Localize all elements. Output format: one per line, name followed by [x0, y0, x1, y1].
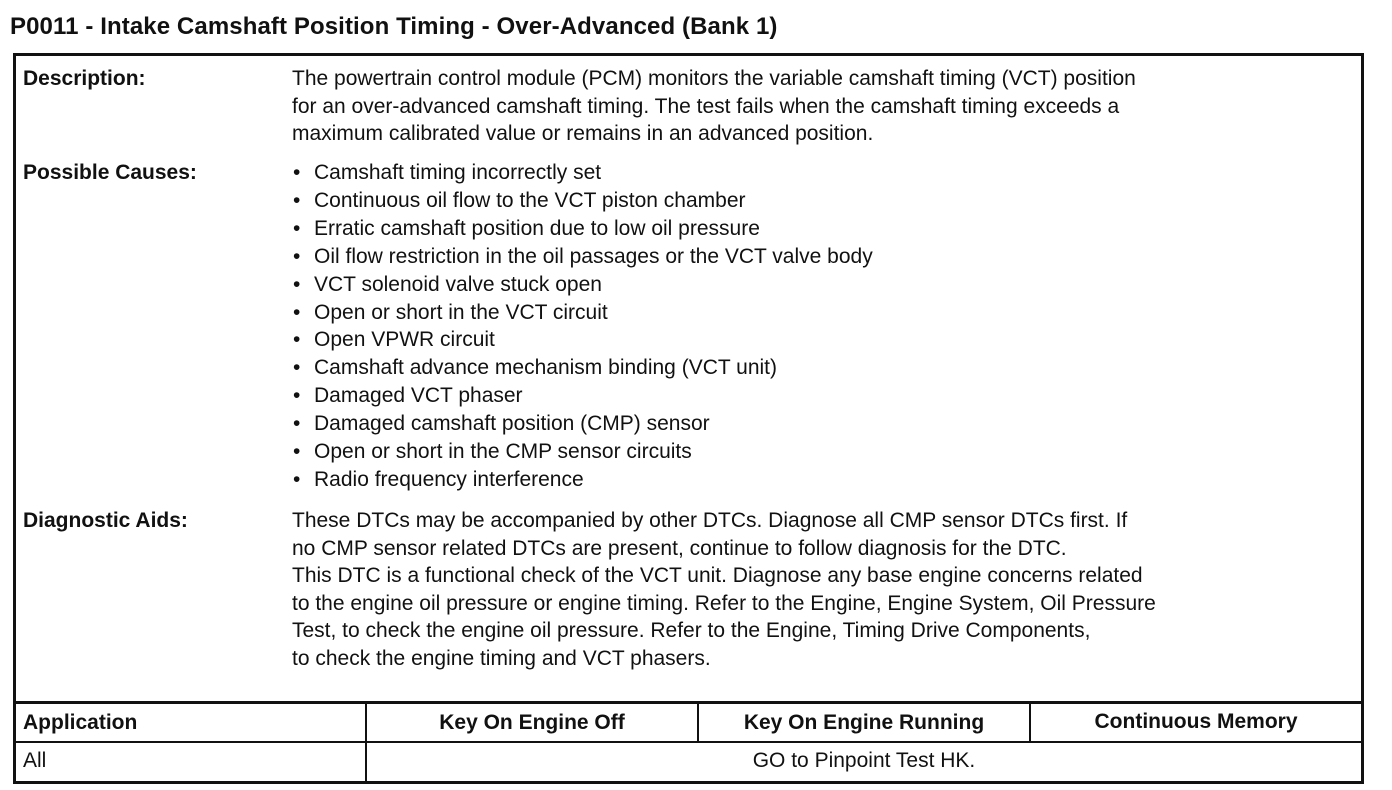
description-label: Description: [23, 67, 146, 90]
dtc-details [16, 56, 1361, 701]
cause-text: Continuous oil flow to the VCT piston chamber [314, 188, 746, 212]
diagnostic-aids-line: to check the engine timing and VCT phasers. [292, 646, 711, 670]
list-item [292, 382, 873, 410]
bullet-icon: • [293, 440, 301, 464]
bullet-icon: • [293, 244, 301, 268]
description-line: for an over-advanced camshaft timing. The test fails when the camshaft timing exceeds a [292, 94, 1120, 118]
cause-text: Open or short in the CMP sensor circuits [314, 440, 692, 464]
bullet-icon: • [293, 272, 301, 296]
cause-text: Open or short in the VCT circuit [314, 300, 608, 324]
bullet-icon: • [293, 300, 301, 324]
cause-text: Erratic camshaft position due to low oil pressure [314, 216, 760, 240]
dtc-info-frame [13, 53, 1364, 784]
bullet-icon: • [293, 467, 301, 491]
list-item [292, 187, 873, 215]
list-item [292, 326, 873, 354]
diagnostic-aids-line: Test, to check the engine oil pressure. Refer to the Engine, Timing Drive Components, [292, 619, 1091, 642]
diagnostic-aids-label: Diagnostic Aids: [23, 509, 188, 532]
pinpoint-test-action: GO to Pinpoint Test HK. [752, 749, 976, 772]
list-item [292, 466, 873, 494]
page-title: P0011 - Intake Camshaft Position Timing - Over-Advanced (Bank 1) [10, 13, 778, 40]
cause-text: VCT solenoid valve stuck open [314, 272, 602, 296]
diagnostic-aids-line: This DTC is a functional check of the VCT unit. Diagnose any base engine concerns related [292, 564, 1143, 587]
bullet-icon: • [293, 356, 301, 380]
cause-text: Camshaft advance mechanism binding (VCT unit) [314, 356, 777, 380]
list-item [292, 215, 873, 243]
bullet-icon: • [293, 188, 301, 212]
diagnostic-aids-line: no CMP sensor related DTCs are present, continue to follow diagnosis for the DTC. [292, 536, 1067, 560]
description-line: maximum calibrated value or remains in an advanced position. [292, 122, 874, 145]
application-table [16, 704, 1361, 781]
possible-causes-label: Possible Causes: [23, 161, 197, 184]
list-item [292, 410, 873, 438]
list-item [292, 354, 873, 382]
cause-text: Damaged VCT phaser [314, 384, 523, 408]
list-item [292, 159, 873, 187]
cause-text: Oil flow restriction in the oil passages or the VCT valve body [314, 244, 873, 268]
cause-text: Camshaft timing incorrectly set [314, 161, 602, 184]
bullet-icon: • [293, 384, 301, 408]
possible-causes-list [292, 159, 873, 494]
diagnostic-aids-line: to the engine oil pressure or engine timing. Refer to the Engine, Engine System, Oil Pressure [292, 591, 1156, 615]
list-item [292, 299, 873, 327]
cause-text: Open VPWR circuit [314, 328, 495, 352]
bullet-icon: • [293, 328, 301, 352]
diagnostic-aids-text [292, 507, 1156, 672]
cause-text: Damaged camshaft position (CMP) sensor [314, 412, 710, 436]
bullet-icon: • [293, 216, 301, 240]
list-item [292, 438, 873, 466]
header-application: Application [23, 711, 138, 734]
list-item [292, 243, 873, 271]
bullet-icon: • [293, 161, 301, 184]
cause-text: Radio frequency interference [314, 467, 584, 491]
header-key-on-engine-off: Key On Engine Off [439, 711, 625, 734]
header-key-on-engine-running: Key On Engine Running [743, 711, 985, 734]
list-item [292, 271, 873, 299]
description-line: The powertrain control module (PCM) monitors the variable camshaft timing (VCT) position [292, 67, 1136, 90]
diagnostic-aids-line: These DTCs may be accompanied by other DTCs. Diagnose all CMP sensor DTCs first. If [292, 509, 1128, 532]
description-text [292, 65, 1136, 148]
application-value: All [23, 749, 47, 772]
bullet-icon: • [293, 412, 301, 436]
header-continuous-memory: Continuous Memory [1094, 710, 1298, 733]
